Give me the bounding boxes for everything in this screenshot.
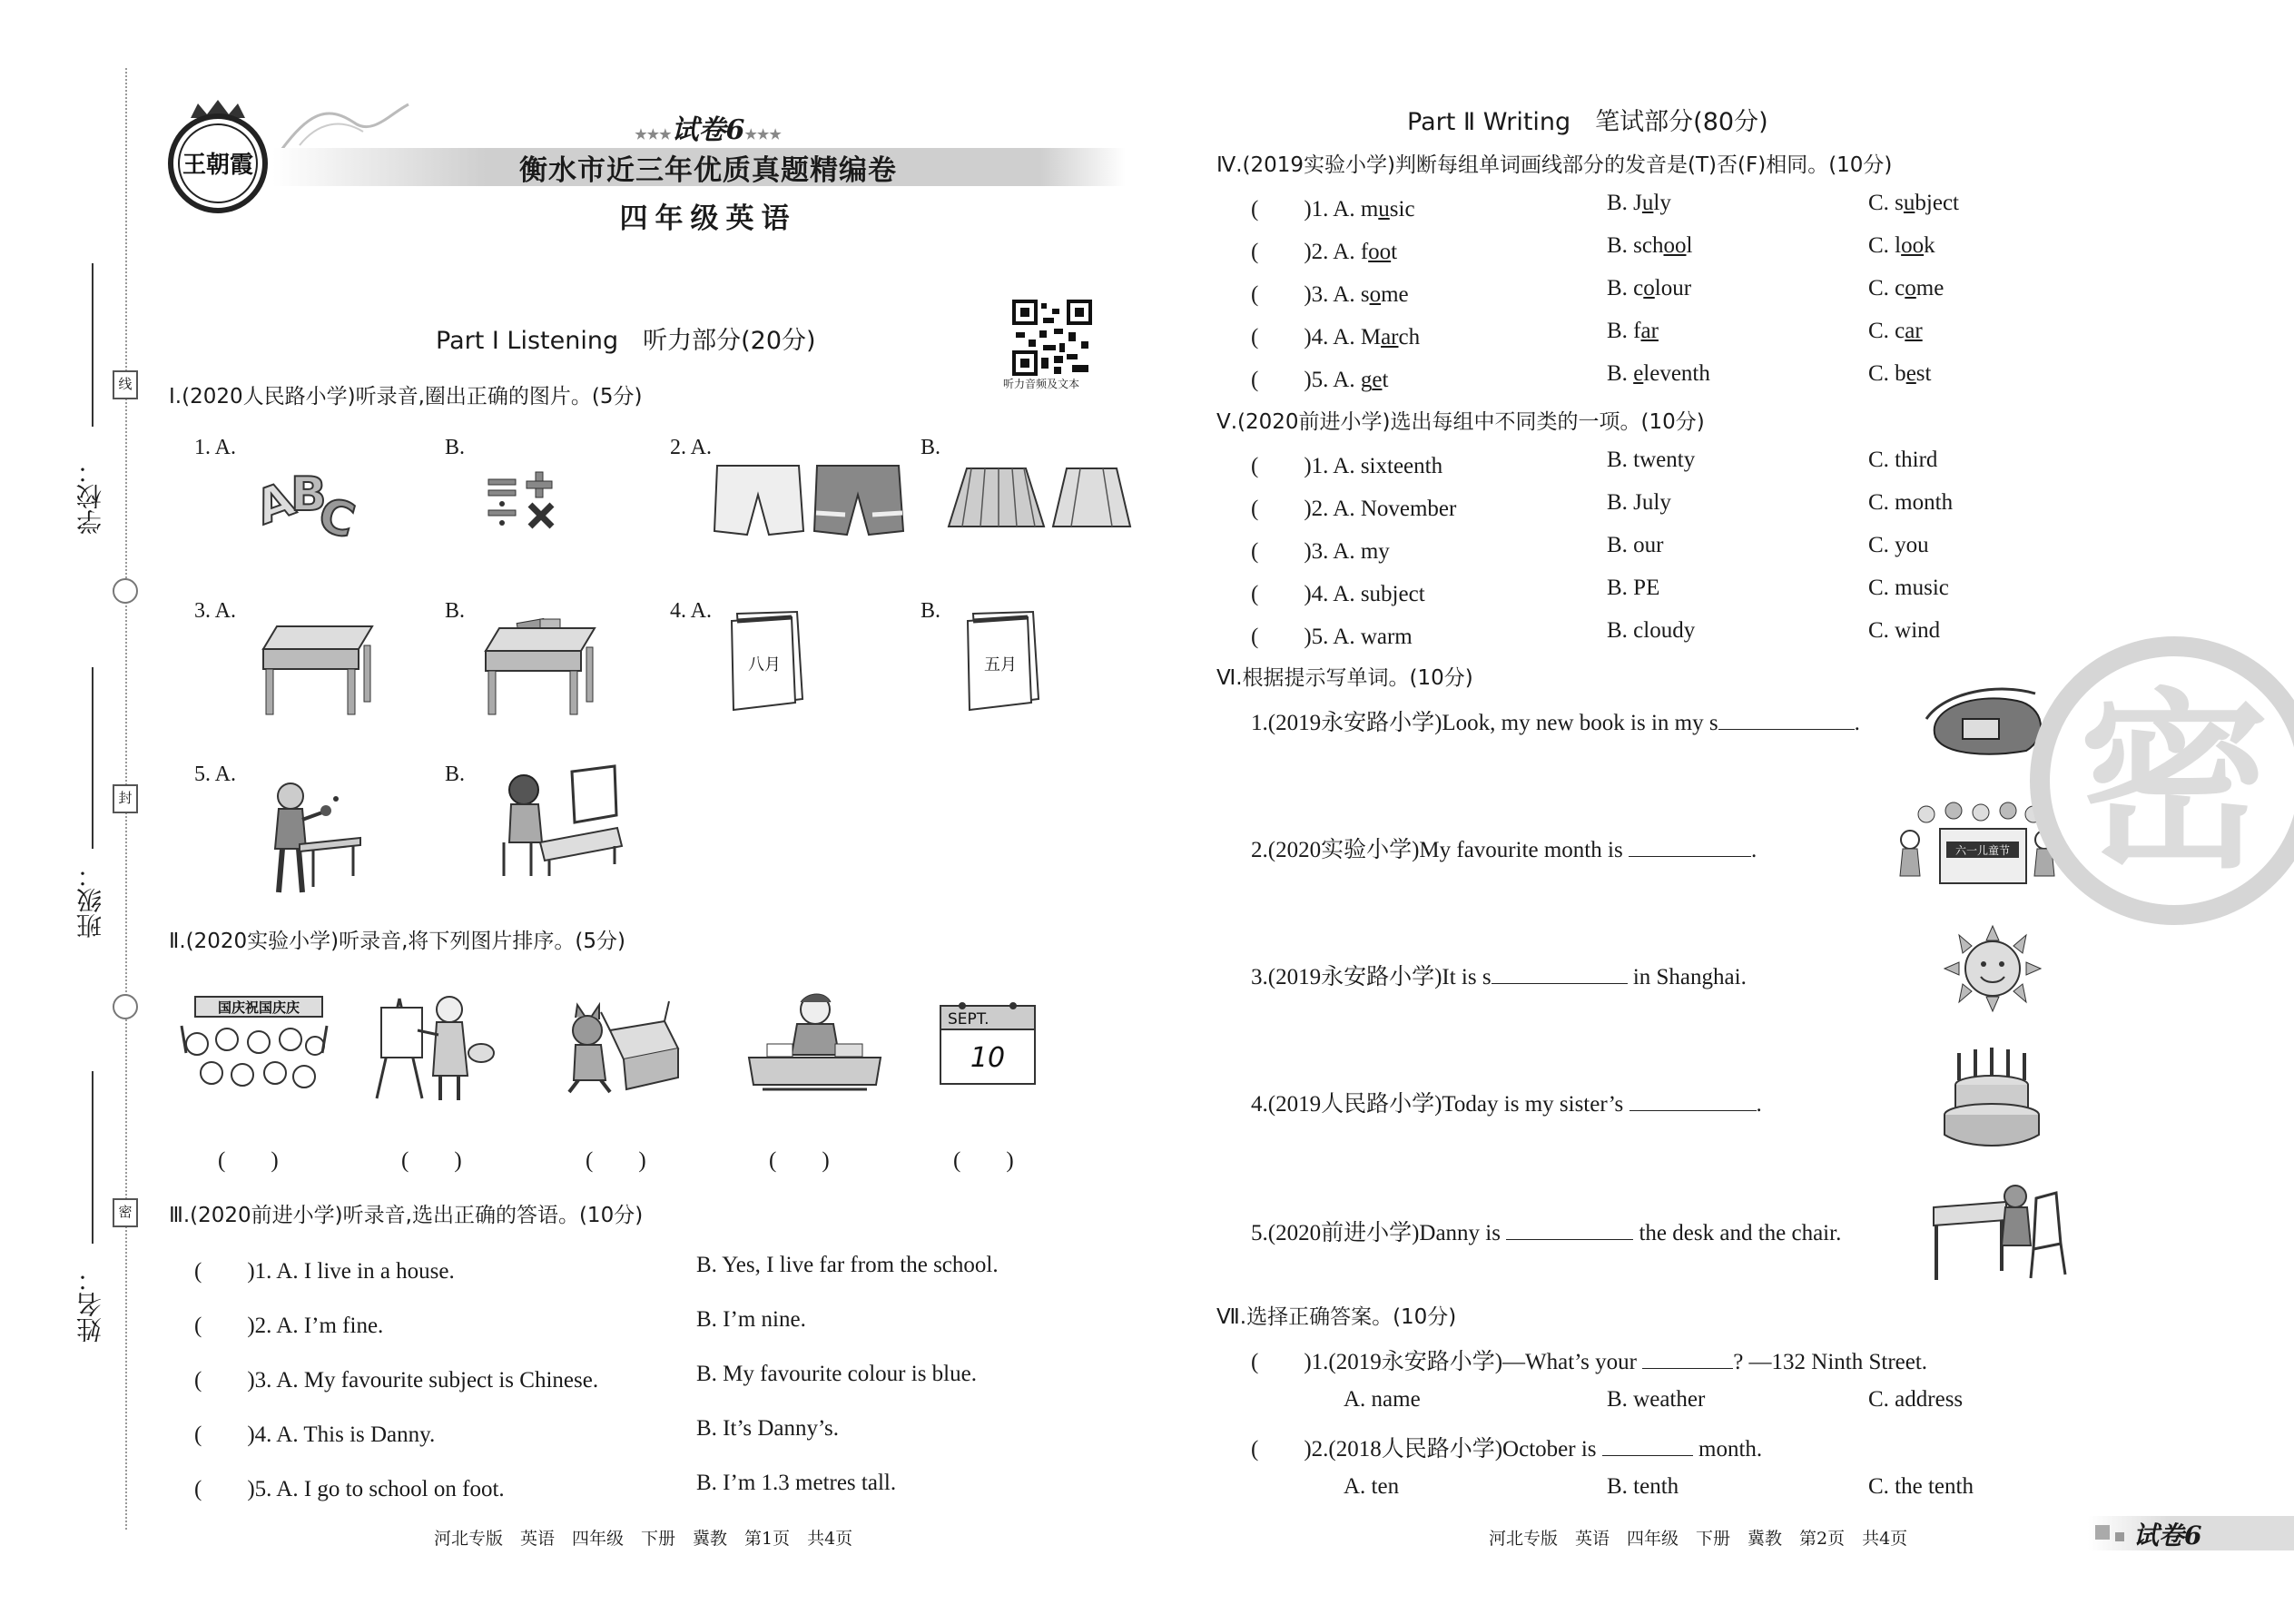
pic-label: B. xyxy=(445,599,466,623)
fill-blank[interactable] xyxy=(1629,1092,1757,1111)
phonics-option-b[interactable]: B. far xyxy=(1607,319,1659,343)
mc-option[interactable]: A. ten xyxy=(1344,1474,1400,1499)
svg-text:B: B xyxy=(290,468,327,522)
section7-heading: Ⅶ.选择正确答案。(10分) xyxy=(1216,1305,1457,1329)
option-b[interactable]: B. twenty xyxy=(1607,448,1696,472)
skirts-picture[interactable] xyxy=(944,463,1135,536)
answer-option-a[interactable]: ( )3. A. My favourite subject is Chinese. xyxy=(194,1368,599,1393)
ping-pong-picture[interactable] xyxy=(259,776,363,899)
qr-caption: 听力音频及文本 xyxy=(1003,378,1080,390)
pic-label: 3. A. xyxy=(194,599,237,623)
mc-question-2: ( )2.(2018人民路小学)October is month. xyxy=(1251,1437,1763,1462)
computer-picture[interactable] xyxy=(495,763,622,881)
name-field-line xyxy=(92,1071,94,1244)
pic-label: 5. A. xyxy=(194,763,237,786)
option-c[interactable]: C. wind xyxy=(1868,618,1941,643)
mc-option[interactable]: C. address xyxy=(1868,1387,1964,1412)
pic-label: B. xyxy=(921,599,941,623)
page-title: 衡水市近三年优质真题精编卷 xyxy=(519,154,897,187)
phonics-option-b[interactable]: B. colour xyxy=(1607,276,1692,300)
option-c[interactable]: C. third xyxy=(1868,448,1938,472)
phonics-option-c[interactable]: C. look xyxy=(1868,233,1935,258)
calendar-sept-day: 10 xyxy=(970,1042,1006,1074)
binding-hole xyxy=(113,994,138,1019)
phonics-option-a[interactable]: ( )1. A. music xyxy=(1251,197,1415,221)
mc-blank[interactable] xyxy=(1602,1437,1693,1456)
footer-tag-square xyxy=(2115,1532,2124,1541)
binding-hole xyxy=(113,578,138,604)
fill-sentence-3: 3.(2019永安路小学)It is s in Shanghai. xyxy=(1251,965,1747,989)
svg-text:A: A xyxy=(248,472,302,536)
order-blank[interactable]: ( ) xyxy=(586,1148,646,1173)
calendar-may-text: 五月 xyxy=(984,655,1017,674)
phonics-option-b[interactable]: B. eleventh xyxy=(1607,361,1710,386)
option-c[interactable]: C. month xyxy=(1868,490,1954,515)
answer-option-b[interactable]: B. I’m 1.3 metres tall. xyxy=(696,1471,897,1495)
page-subtitle: 四年级英语 xyxy=(619,202,797,235)
watermark-text: 密 xyxy=(2078,672,2270,894)
math-symbols-picture[interactable] xyxy=(481,463,572,536)
footer-tag-square xyxy=(2095,1525,2110,1540)
option-a[interactable]: ( )3. A. my xyxy=(1251,539,1390,564)
calendar-august-picture[interactable] xyxy=(724,608,808,713)
desk-and-chair-picture xyxy=(1929,1180,2072,1284)
section4-heading: Ⅳ.(2019实验小学)判断每组单词画线部分的发音是(T)否(F)相同。(10分) xyxy=(1216,153,1893,177)
boy-at-desk-picture[interactable] xyxy=(744,989,885,1098)
class-label: 班级： xyxy=(75,862,105,939)
fill-blank[interactable] xyxy=(1506,1221,1633,1240)
fill-blank[interactable] xyxy=(1718,711,1855,730)
name-label: 姓名： xyxy=(75,1266,105,1343)
calendar-sept-month: SEPT. xyxy=(948,1010,989,1029)
phonics-option-c[interactable]: C. come xyxy=(1868,276,1944,300)
calendar-may-picture[interactable] xyxy=(960,608,1044,713)
phonics-option-a[interactable]: ( )4. A. March xyxy=(1251,325,1421,349)
logo-text: 王朝霞 xyxy=(182,152,254,179)
section3-heading: Ⅲ.(2020前进小学)听录音,选出正确的答语。(10分) xyxy=(169,1204,644,1227)
phonics-option-a[interactable]: ( )5. A. get xyxy=(1251,368,1389,392)
cat-with-box-picture[interactable] xyxy=(556,994,683,1094)
part2-title: Part Ⅱ Writing 笔试部分(80分) xyxy=(1407,108,1768,136)
order-blank[interactable]: ( ) xyxy=(401,1148,462,1173)
answer-option-b[interactable]: B. I’m nine. xyxy=(696,1307,806,1332)
calendar-august-text: 八月 xyxy=(748,655,781,674)
fill-sentence-5: 5.(2020前进小学)Danny is the desk and the chair. xyxy=(1251,1221,1842,1245)
answer-option-a[interactable]: ( )5. A. I go to school on foot. xyxy=(194,1477,505,1501)
option-a[interactable]: ( )4. A. subject xyxy=(1251,582,1425,606)
option-a[interactable]: ( )2. A. November xyxy=(1251,497,1457,521)
paper-label: ★★★试卷6★★★ xyxy=(635,114,782,146)
seal-line-box: 线 xyxy=(113,370,138,399)
answer-option-a[interactable]: ( )2. A. I’m fine. xyxy=(194,1314,384,1338)
footer-right: 河北专版 英语 四年级 下册 冀教 第2页 共4页 xyxy=(1489,1529,1908,1549)
answer-option-a[interactable]: ( )4. A. This is Danny. xyxy=(194,1422,436,1447)
mc-option[interactable]: B. tenth xyxy=(1607,1474,1679,1499)
option-c[interactable]: C. music xyxy=(1868,576,1949,600)
svg-text:C: C xyxy=(312,487,360,550)
class-field-line xyxy=(92,667,94,849)
mc-option[interactable]: C. the tenth xyxy=(1868,1474,1974,1499)
section5-heading: Ⅴ.(2020前进小学)选出每组中不同类的一项。(10分) xyxy=(1216,410,1705,434)
pic-label: 2. A. xyxy=(670,436,713,459)
footer-left: 河北专版 英语 四年级 下册 冀教 第1页 共4页 xyxy=(434,1529,853,1549)
seal-secret-box: 密 xyxy=(113,1198,138,1227)
section6-heading: Ⅵ.根据提示写单词。(10分) xyxy=(1216,666,1473,690)
mc-option[interactable]: B. weather xyxy=(1607,1387,1706,1412)
section1-heading: Ⅰ.(2020人民路小学)听录音,圈出正确的图片。(5分) xyxy=(169,385,643,408)
option-b[interactable]: B. PE xyxy=(1607,576,1660,600)
footer-paper-tag: 试卷6 xyxy=(2133,1521,2202,1550)
phonics-option-b[interactable]: B. school xyxy=(1607,233,1693,258)
phonics-option-c[interactable]: C. car xyxy=(1868,319,1923,343)
boy-painting-picture[interactable] xyxy=(368,989,504,1103)
celebration-banner-text: 国庆祝国庆庆 xyxy=(217,999,300,1016)
phonics-option-a[interactable]: ( )2. A. foot xyxy=(1251,240,1398,264)
national-day-celebration-picture[interactable] xyxy=(177,989,327,1098)
seal-seal-box: 封 xyxy=(113,784,138,813)
option-b[interactable]: B. our xyxy=(1607,533,1664,557)
order-blank[interactable]: ( ) xyxy=(769,1148,830,1173)
section2-heading: Ⅱ.(2020实验小学)听录音,将下列图片排序。(5分) xyxy=(169,930,626,953)
order-blank[interactable]: ( ) xyxy=(218,1148,279,1173)
abc-letters-picture[interactable] xyxy=(248,454,363,550)
phonics-option-b[interactable]: B. July xyxy=(1607,191,1671,215)
phonics-option-c[interactable]: C. subject xyxy=(1868,191,1959,215)
option-a[interactable]: ( )5. A. warm xyxy=(1251,625,1413,649)
desk-with-books-picture[interactable] xyxy=(481,617,599,717)
fill-blank[interactable] xyxy=(1492,965,1628,984)
school-field-line xyxy=(92,263,94,427)
pic-label: 1. A. xyxy=(194,436,237,459)
phonics-option-c[interactable]: C. best xyxy=(1868,361,1932,386)
mc-option[interactable]: A. name xyxy=(1344,1387,1421,1412)
pic-label: B. xyxy=(445,763,466,786)
order-blank[interactable]: ( ) xyxy=(953,1148,1014,1173)
answer-option-b[interactable]: B. It’s Danny’s. xyxy=(696,1416,839,1441)
stage-banner-text: 六一儿童节 xyxy=(1954,844,2011,857)
fill-sentence-2: 2.(2020实验小学)My favourite month is . xyxy=(1251,838,1757,862)
answer-option-b[interactable]: B. My favourite colour is blue. xyxy=(696,1362,977,1386)
pic-label: B. xyxy=(921,436,941,459)
option-b[interactable]: B. July xyxy=(1607,490,1671,515)
empty-desk-picture[interactable] xyxy=(259,622,377,717)
part1-title: Part Ⅰ Listening 听力部分(20分) xyxy=(436,327,816,355)
option-b[interactable]: B. cloudy xyxy=(1607,618,1696,643)
shorts-picture[interactable] xyxy=(713,458,908,540)
option-a[interactable]: ( )1. A. sixteenth xyxy=(1251,454,1443,478)
fill-sentence-1: 1.(2019永安路小学)Look, my new book is in my s . xyxy=(1251,711,1860,735)
fill-sentence-4: 4.(2019人民路小学)Today is my sister’s . xyxy=(1251,1092,1762,1117)
secret-watermark-stamp xyxy=(2020,626,2294,935)
mc-question-1: ( )1.(2019永安路小学)—What’s your ? —132 Ninth Street. xyxy=(1251,1350,1928,1374)
logo-emblem xyxy=(154,98,281,216)
option-c[interactable]: C. you xyxy=(1868,533,1929,557)
pic-label: B. xyxy=(445,436,466,459)
fill-blank[interactable] xyxy=(1629,838,1751,857)
phonics-option-a[interactable]: ( )3. A. some xyxy=(1251,282,1409,307)
school-label: 学校： xyxy=(75,458,105,535)
birthday-cake-picture xyxy=(1941,1044,2043,1153)
answer-option-b[interactable]: B. Yes, I live far from the school. xyxy=(696,1253,999,1277)
calendar-sept-picture[interactable] xyxy=(937,999,1039,1088)
qr-code[interactable] xyxy=(1012,300,1092,376)
answer-option-a[interactable]: ( )1. A. I live in a house. xyxy=(194,1259,455,1284)
pic-label: 4. A. xyxy=(670,599,713,623)
mc-blank[interactable] xyxy=(1642,1350,1733,1369)
